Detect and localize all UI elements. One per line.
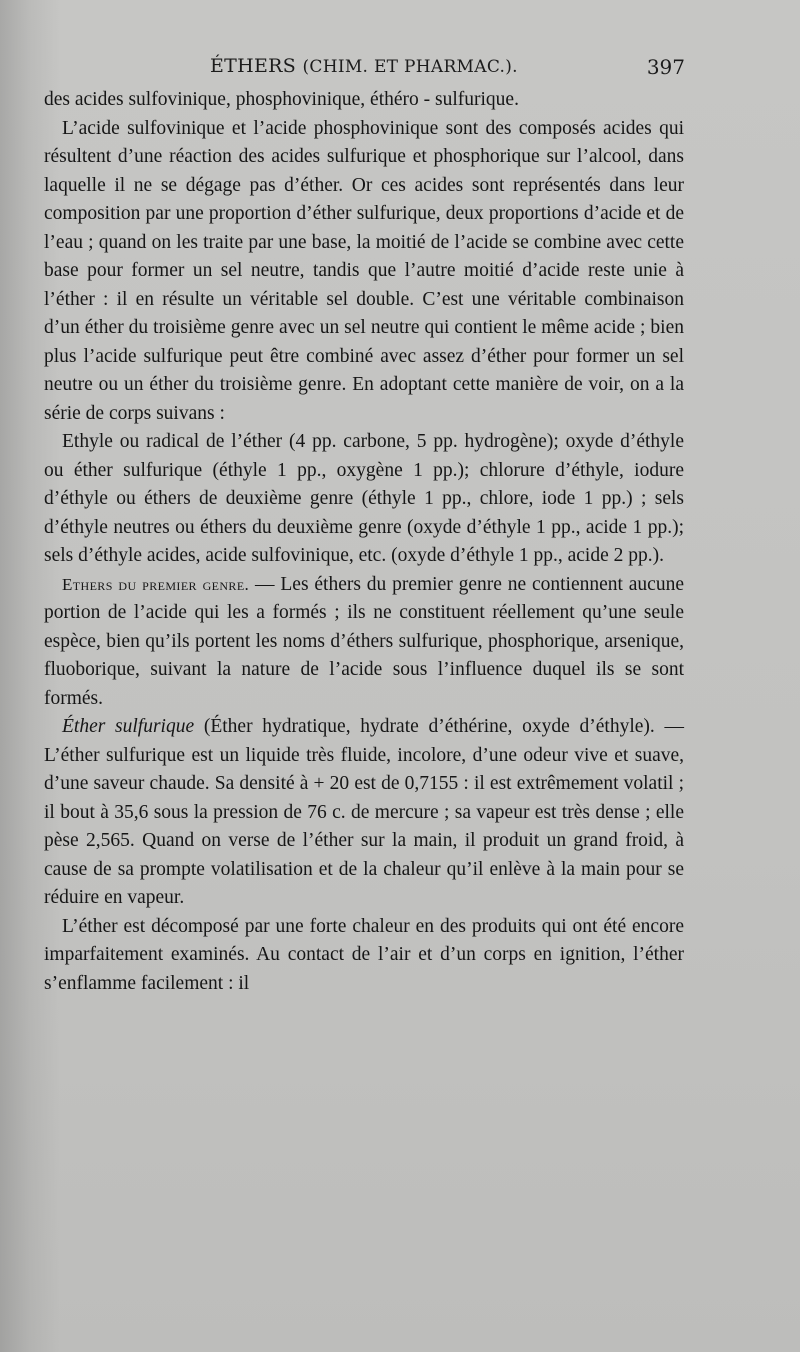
paragraph-sulfuric-ether-text: (Éther hydratique, hydrate d’éthérine, oxyde d’éthyle). — L’éther sulfurique est un liquide très fluide, incolore, d’une odeur vive et suave, d’une saveur chaude. Sa densité à + 20 est de 0,7155 : il est extrêmement volatil ; il bout à 35,6 sous la pression de 76 c. de mercure ; sa vapeur est très dense ; elle pèse 2,565. Quand on verse de l’éther sur la main, il produit un grand froid, à cause de sa prompte volatilisation et de la chaleur qu’il enlève à la main pour se réduire en vapeur.: [44, 716, 684, 908]
paragraph-sulfovinic-acid: L’acide sulfovinique et l’acide phosphovinique sont des composés acides qui résultent d’une réaction des acides sulfurique et phosphorique sur l’alcool, dans laquelle il ne se dégage pas d’éther. Or ces acides sont représentés dans leur composition par une proportion d’éther sulfurique, deux proportions d’acide et de l’eau ; quand on les traite par une base, la moitié de l’acide se combine avec cette base pour former un sel neutre, tandis que l’autre moitié d’acide reste unie à l’éther : il en résulte un véritable sel double. C’est une véritable combinaison d’un éther du troisième genre avec un sel neutre qui contient le même acide ; bien plus l’acide sulfurique peut être combiné avec assez d’éther pour former un sel neutre ou un éther du troisième genre. En adoptant cette manière de voir, on a la série de corps suivans :: [44, 117, 684, 424]
paragraph-sulfuric-ether: [44, 713, 684, 913]
running-head-main: ÉTHERS: [210, 55, 297, 77]
running-head: [210, 55, 518, 77]
page-header: [40, 55, 685, 85]
body-text: [44, 86, 684, 998]
paragraph-decomposition: L’éther est décomposé par une forte chaleur en des produits qui ont été encore imparfaitement examinés. Au contact de l’air et d’un corps en ignition, l’éther s’enflamme facilement : il: [44, 915, 684, 994]
section-heading-first-genre: Ethers du premier genre.: [62, 574, 250, 594]
running-head-section: (CHIM. ET PHARMAC.).: [302, 57, 518, 77]
page-number: 397: [646, 55, 685, 79]
paragraph-continuation: des acides sulfovinique, phosphovinique, éthéro - sulfurique.: [44, 89, 519, 110]
paragraph-first-genre: [44, 571, 684, 714]
section-heading-sulfuric-ether: Éther sulfurique: [62, 716, 195, 737]
paragraph-series-list: Ethyle ou radical de l’éther (4 pp. carbone, 5 pp. hydrogène); oxyde d’éthyle ou éther sulfurique (éthyle 1 pp., oxygène 1 pp.); chlorure d’éthyle, iodure d’éthyle ou éthers de deuxième genre (éthyle 1 pp., chlore, iode 1 pp.) ; sels d’éthyle neutres ou éthers du deuxième genre (oxyde d’éthyle 1 pp., acide 1 pp.); sels d’éthyle acides, acide sulfovinique, etc. (oxyde d’éthyle 1 pp., acide 2 pp.).: [44, 431, 684, 566]
paragraph-first-genre-text: — Les éthers du premier genre ne contiennent aucune portion de l’acide qui les a formés ; ils ne constituent réellement qu’une seule espèce, bien qu’ils portent les noms d’éthers sulfurique, phosphorique, arsenique, fluoborique, suivant la nature de l’acide sous l’influence duquel ils se sont formés.: [44, 573, 684, 709]
